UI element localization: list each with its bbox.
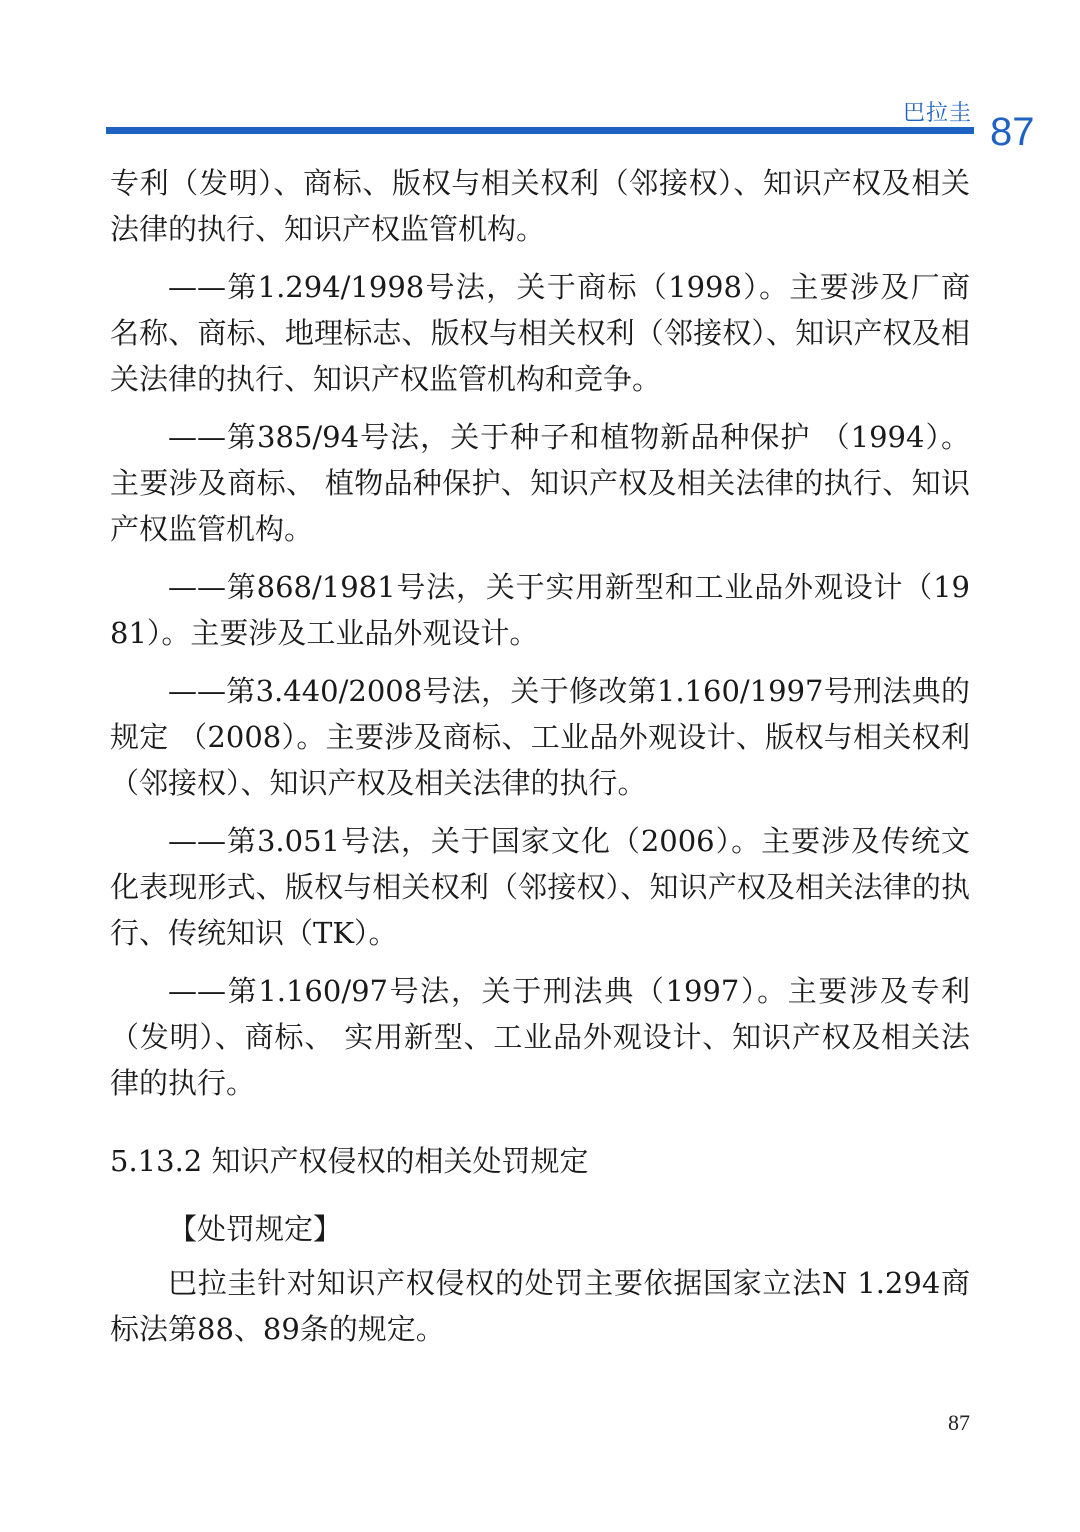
- paragraph-law-385-94: ——第385/94号法，关于种子和植物新品种保护 （1994）。主要涉及商标、 植物品种保护、知识产权及相关法律的执行、知识产权监管机构。: [110, 420, 970, 546]
- section-subheading: 【处罚规定】: [168, 1212, 343, 1246]
- header-page-number: 87: [990, 110, 1035, 154]
- paragraph-continued: 专利（发明）、商标、版权与相关权利（邻接权）、知识产权及相关法律的执行、知识产权监管机构。: [110, 166, 970, 246]
- paragraph-law-3440-2008: ——第3.440/2008号法，关于修改第1.160/1997号刑法典的规定 （2008）。主要涉及商标、工业品外观设计、版权与相关权利（邻接权）、知识产权及相关法律的执行。: [110, 674, 970, 800]
- running-header-country: 巴拉圭: [902, 101, 972, 126]
- paragraph-law-3051: ——第3.051号法，关于国家文化（2006）。主要涉及传统文化表现形式、版权与相关权利（邻接权）、知识产权及相关法律的执行、传统知识（TK）。: [110, 824, 970, 950]
- paragraph-law-1294-1998: ——第1.294/1998号法，关于商标（1998）。主要涉及厂商名称、商标、地理标志、版权与相关权利（邻接权）、知识产权及相关法律的执行、知识产权监管机构和竞争。: [110, 270, 970, 396]
- section-body-paragraph: 巴拉圭针对知识产权侵权的处罚主要依据国家立法N 1.294商标法第88、89条的规定。: [110, 1266, 970, 1346]
- header-rule: [106, 127, 974, 134]
- page-content: [110, 160, 970, 1364]
- paragraph-law-868-1981: ——第868/1981号法，关于实用新型和工业品外观设计（1981）。主要涉及工业品外观设计。: [110, 570, 970, 650]
- section-heading: 5.13.2 知识产权侵权的相关处罚规定: [110, 1144, 589, 1178]
- footer-page-number: 87: [948, 1410, 970, 1435]
- paragraph-law-1160-97: ——第1.160/97号法，关于刑法典（1997）。主要涉及专利（发明）、商标、 实用新型、工业品外观设计、知识产权及相关法律的执行。: [110, 974, 970, 1100]
